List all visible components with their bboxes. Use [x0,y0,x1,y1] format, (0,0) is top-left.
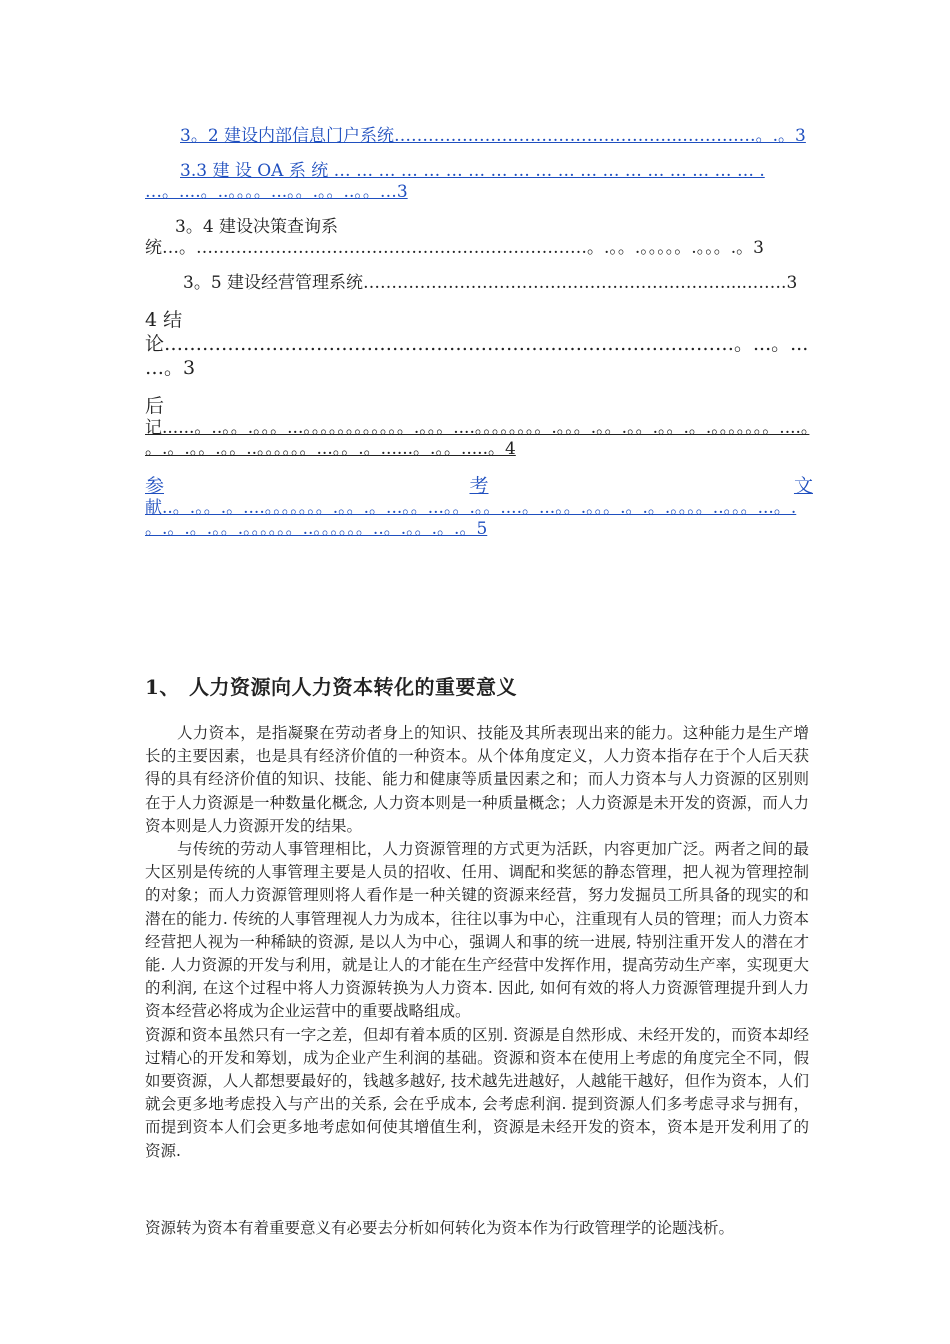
toc-references-char-2: 考 [469,475,489,497]
toc-references-char-3: 文 [793,475,813,497]
toc-references-char-1: 参 [145,475,165,497]
toc-link-3-3[interactable]: 3.3 建 设 OA 系 统 … … … … … … … … … … … … … … … … … … … . …。....。..。。。。...。。.。。..。。…3 [145,161,765,202]
toc-postscript-head: 后 [145,395,165,417]
toc-entry-3-5 [145,273,813,294]
toc-entry-3-2[interactable] [145,126,813,147]
toc-entry-3-3[interactable] [145,161,813,203]
toc-entry-references[interactable] [145,474,813,540]
toc-link-references[interactable]: 献..。.。。.。....。。。。。。。.。。.。...。。...。。.。。....。...。。.。。。.。.。.。。。。..。。。...。.。.。.。.。。.。。。。。。..。。。。。。..。.。。.。.。5 [145,498,797,539]
paragraph-1: 人力资本，是指凝聚在劳动者身上的知识、技能及其所表现出来的能力。这种能力是生产增长的主要因素，也是具有经济价值的一种资本。从个体角度定义，人力资本指存在于个人后天获得的具有经济价值的知识、技能、能力和健康等质量因素之和；而人力资本与人力资源的区别则在于人力资源是一种数量化概念, 人力资本则是一种质量概念；人力资源是未开发的资源，而人力资本则是人力资源开发的结果。 [145,724,809,835]
paragraph-3: 资源和资本虽然只有一字之差，但却有着本质的区别. 资源是自然形成、未经开发的，而资本却经过精心的开发和筹划，成为企业产生利润的基础。资源和资本在使用上考虑的角度完全不同，假如要资源，人人都想要最好的，钱越多越好, 技术越先进越好，人越能干越好，但作为资本，人们就会更多地考虑投入与产出的关系, 会在乎成本, 会考虑利润. 提到资源人们多考虑寻求与拥有，而提到资本人们会更多地考虑如何使其增值生利，资源是未经开发的资本，资本是开发利用了的资源. [145,1025,809,1160]
section-heading [145,671,517,700]
toc-text-postscript: 记......。..。。.。。。...。。。。。。。。。。。。.。。。....。。。。。。。。.。。。.。。.。。.。。.。.。。。。。。。....。。.。.。。.。。..。。。。。。...。。.。......。.。。.....。4 [145,418,810,459]
paragraph-2: 与传统的劳动人事管理相比，人力资源管理的方式更为活跃，内容更加广泛。两者之间的最大区别是传统的人事管理主要是人员的招收、任用、调配和奖惩的静态管理，把人视为管理控制的对象；而人力资源管理则将人看作是一种关键的资源来经营，努力发掘员工所具备的现实的和潜在的能力. 传统的人事管理视人力为成本，往往以事为中心，注重现有人员的管理；而人力资本经营把人视为一种稀缺的资源, 是以人为中心，强调人和事的统一进展, 特别注重开发人的潜在才能. 人力资源的开发与利用，就是让人的才能在生产经营中发挥作用，提高劳动生产率，实现更大的利润, 在这个过程中将人力资源转换为人力资本. 因此, 如何有效的将人力资源管理提升到人力资本经营必将成为企业运营中的重要战略组成。 [145,840,809,1021]
table-of-contents [145,126,813,554]
toc-link-3-2[interactable]: 3。2 建设内部信息门户系统…………………………………………...……….…。.。3 [180,126,806,146]
toc-text-conclusion: 4 结论………………………………………………………………………………。...。...…。3 [145,309,809,379]
body-text [145,722,809,1163]
toc-text-3-4: 3。4 建设决策查询系统…。……………………………………………………………。.。。.。。。。。.。。。.。3 [145,217,764,258]
section-title-text: 人力资源向人力资本转化的重要意义 [189,675,517,699]
toc-entry-postscript [145,394,813,460]
toc-entry-3-4 [145,217,813,259]
closing-sentence: 资源转为资本有着重要意义有必要去分析如何转化为资本作为行政管理学的论题浅析。 [145,1219,735,1237]
section-number: 1、 [145,675,180,699]
toc-text-3-5: 3。5 建设经营管理系统……………………………………………….………....…….3 [183,273,798,293]
toc-entry-conclusion [145,308,813,380]
toc-references-head[interactable] [145,474,813,498]
